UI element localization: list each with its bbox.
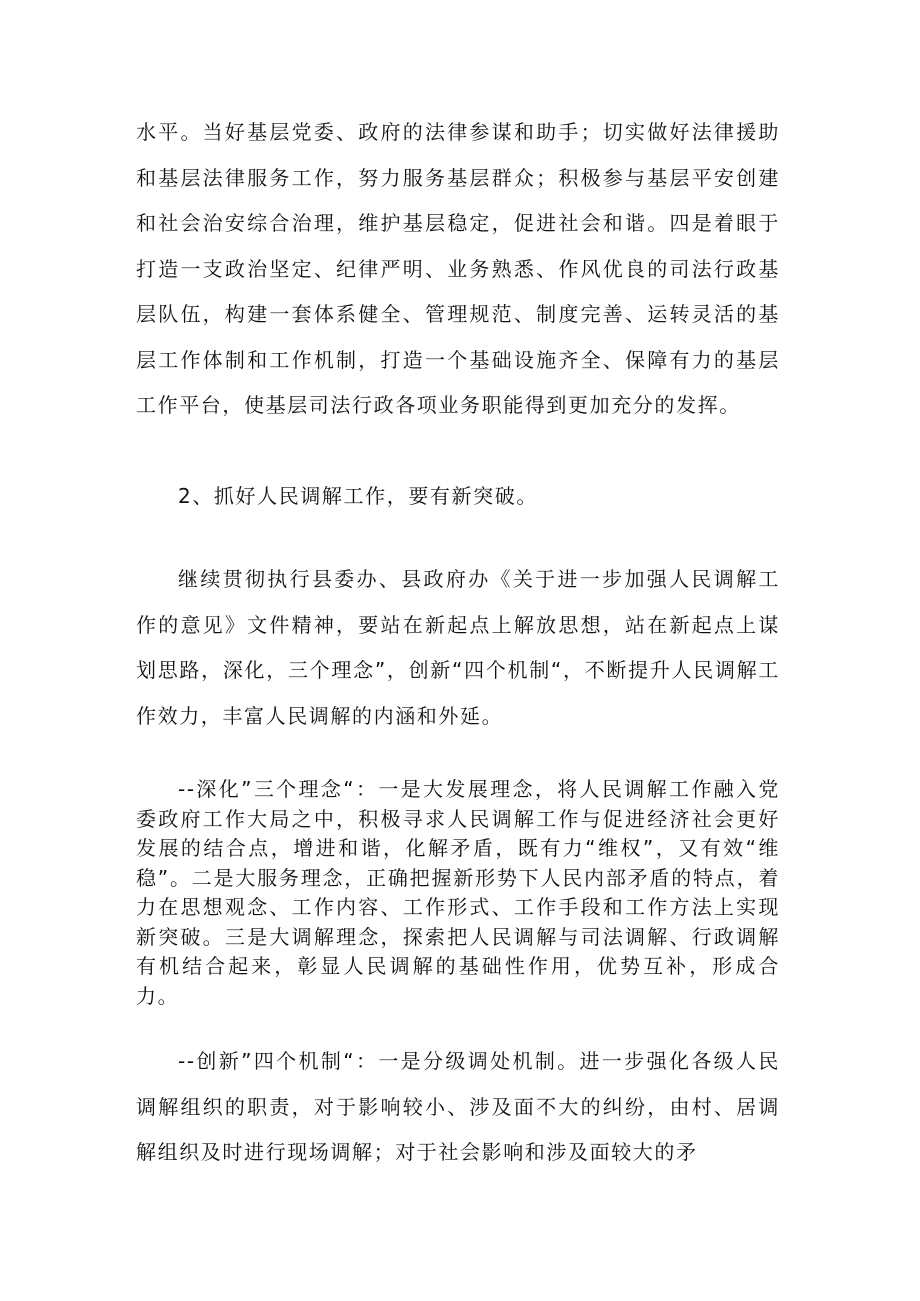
paragraph-4: --创新”四个机制“：一是分级调处机制。进一步强化各级人民调解组织的职责，对于影响较小、涉及面不大的纠纷，由村、居调解组织及时进行现场调解；对于社会影响和涉及面较大的矛 [136, 1049, 780, 1164]
paragraph-1: 水平。当好基层党委、政府的法律参谋和助手；切实做好法律援助和基层法律服务工作，努力服务基层群众；积极参与基层平安创建和社会治安综合治理，维护基层稳定，促进社会和谐。四是着眼于打造一支政治坚定、纪律严明、业务熟悉、作风优良的司法行政基层队伍，构建一套体系健全、管理规范、制度完善、运转灵活的基层工作体制和工作机制，打造一个基础设施齐全、保障有力的基层工作平台，使基层司法行政各项业务职能得到更加充分的发挥。 [136, 120, 780, 417]
paragraph-2: 继续贯彻执行县委办、县政府办《关于进一步加强人民调解工作的意见》文件精神，要站在新起点上解放思想，站在新起点上谋划思路，深化，三个理念”，创新“四个机制“，不断提升人民调解工作效力，丰富人民调解的内涵和外延。 [136, 567, 780, 728]
section-heading: 2、抓好人民调解工作，要有新突破。 [178, 483, 538, 508]
paragraph-3: --深化”三个理念“：一是大发展理念，将人民调解工作融入党委政府工作大局之中，积极寻求人民调解工作与促进经济社会更好发展的结合点，增进和谐，化解矛盾，既有力“维权”，又有效“维稳”。二是大服务理念，正确把握新形势下人民内部矛盾的特点，着力在思想观念、工作内容、工作形式、工作手段和工作方法上实现新突破。三是大调解理念，探索把人民调解与司法调解、行政调解有机结合起来，彰显人民调解的基础性作用，优势互补，形成合力。 [136, 777, 780, 1008]
